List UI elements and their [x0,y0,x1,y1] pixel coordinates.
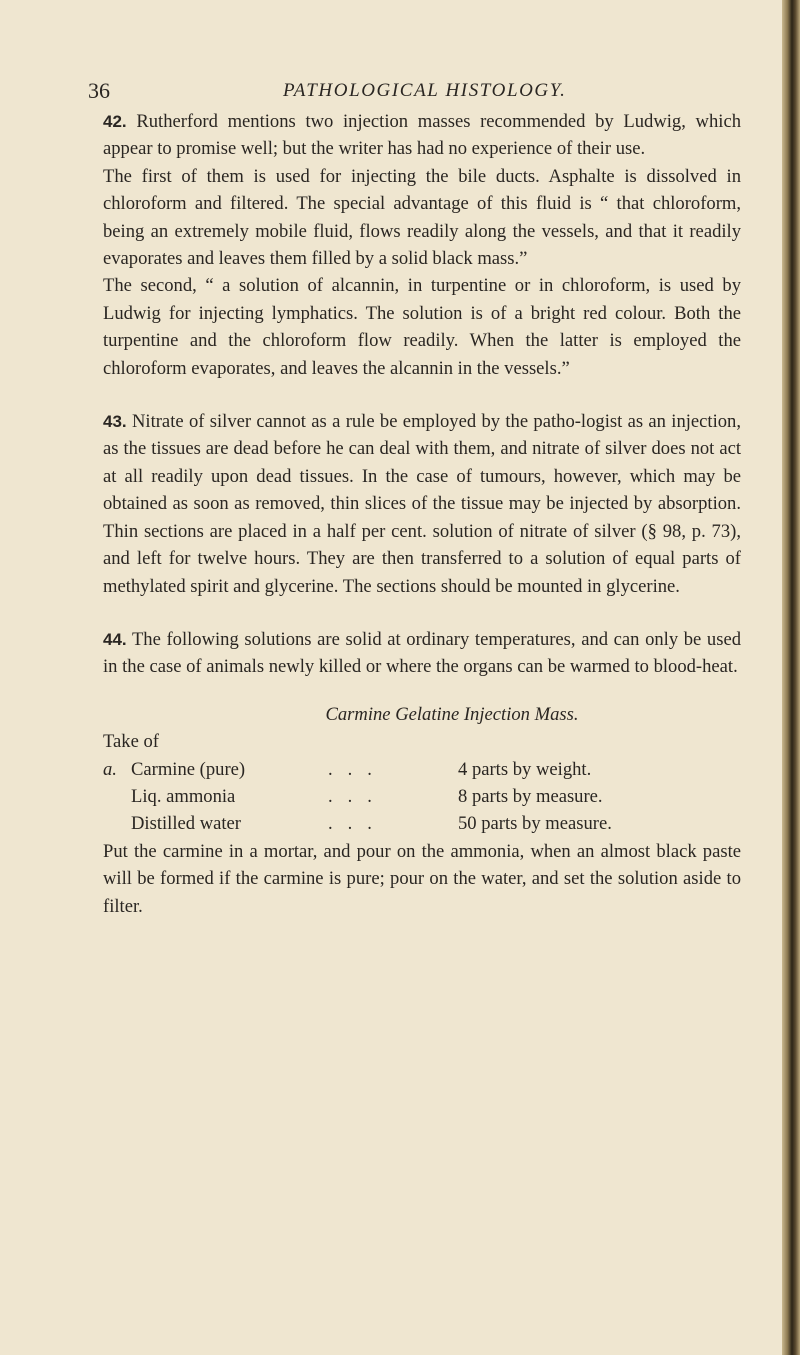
page-number: 36 [88,78,110,103]
take-of-label: Take of [103,731,159,753]
running-head: PATHOLOGICAL HISTOLOGY. [283,80,567,101]
recipe-row [103,810,738,837]
section-42 [103,108,741,382]
amount: 4 parts by weight. [458,758,592,780]
section-number: 43. [103,412,127,432]
item-label [103,810,131,837]
paragraph-text: Nitrate of silver cannot as a rule be employed by the patho-logist as an injection, as the tissues are dead before he can deal with them, and nitrate of silver does not act at all readily upon dead tissues. In the case of tumours, however, which may be obtained as soon as removed, thin slices of the tissue may be injected by absorption. Thin sections are placed in a half per cent. solution of nitrate of silver (§ 98, p. 73), and left for twelve hours. They are then transferred to a solution of equal parts of methylated spirit and glycerine. The sections should be mounted in glycerine. [103,411,742,597]
leader-dots: ... [328,785,387,807]
leader-dots: ... [328,758,387,780]
section-gap [103,382,741,408]
paragraph-text: The following solutions are solid at ordinary temperatures, and can only be used in the case of animals newly killed or where the organs can be warmed to blood-heat. [103,628,742,678]
recipe-row [103,783,738,810]
section-44-paragraph [103,626,741,681]
recipe-table [103,756,738,838]
section-42-paragraph-2: The first of them is used for injecting the bile ducts. Asphalte is dissolved in chloroform and filtered. The special advantage of this fluid is “ that chloroform, being an extremely mobile fluid, flows readily along the vessels, and that it readily evaporates and leaves them filled by a solid black mass.” [103,165,741,270]
section-44 [103,626,741,681]
amount: 50 parts by measure. [458,813,612,835]
section-number: 44. [103,629,127,649]
recipe-row [103,756,738,783]
page-header [88,78,741,108]
section-43 [103,408,741,600]
ingredient: Distilled water [131,813,241,835]
section-42-paragraph-3: The second, “ a solution of alcannin, in turpentine or in chloroform, is used by Ludwig for injecting lymphatics. The solution is of a bright red colour. Both the turpentine and the chloroform flow readily. When the latter is employed the chloroform evaporates, and leaves the alcannin in the vessels.” [103,275,741,379]
amount: 8 parts by measure. [458,785,603,807]
section-42-paragraph-1 [103,108,741,163]
recipe-instructions: Put the carmine in a mortar, and pour on the ammonia, when an almost black paste will be formed if the carmine is pure; pour on the water, and set the solution aside to filter. [103,840,741,917]
item-label [103,783,131,810]
ingredient: Liq. ammonia [131,785,236,807]
paragraph-text: Rutherford mentions two injection masses recommended by Ludwig, which appear to promise well; but the writer has had no experience of their use. [103,111,741,160]
leader-dots: ... [328,813,387,835]
page-edge-shadow [782,0,800,1355]
recipe-title: Carmine Gelatine Injection Mass. [325,703,579,725]
ingredient: Carmine (pure) [131,758,246,780]
section-43-paragraph [103,408,741,600]
section-gap [103,600,741,626]
item-label: a. [103,758,117,780]
book-page [88,78,742,920]
section-number: 42. [103,112,127,131]
